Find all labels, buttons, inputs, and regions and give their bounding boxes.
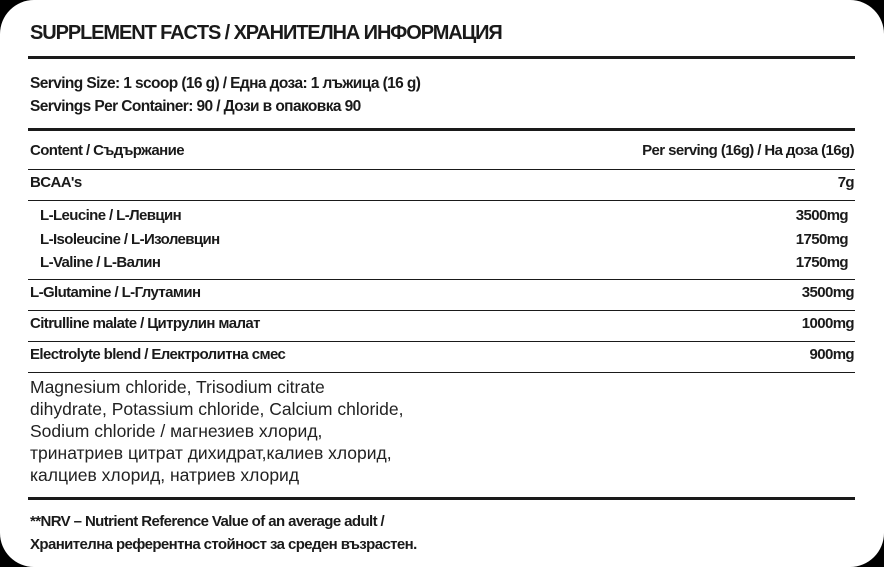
serving-info [30,72,420,118]
divider [28,497,855,500]
divider [28,169,855,170]
ingredient-name: Electrolyte blend / Електролитна смес [30,346,286,363]
ingredient-name: L-Valine / L-Валин [40,254,161,271]
content-header: Content / Съдържание [30,142,184,159]
description-line: калциев хлорид, натриев хлорид [30,465,300,485]
panel-title: SUPPLEMENT FACTS / ХРАНИТЕЛНА ИНФОРМАЦИЯ [30,22,502,44]
ingredient-amount: 1750mg [795,230,848,248]
table-row [40,228,848,252]
divider [28,341,855,342]
ingredient-amount: 1000mg [801,315,854,332]
table-row [40,251,848,275]
description-line: тринатриев цитрат дихидрат,калиев хлорид, [30,443,392,463]
table-row-bcaa [30,174,854,191]
ingredient-amount: 900mg [809,346,854,363]
divider [28,56,855,59]
ingredient-amount: 7g [837,174,854,191]
divider [28,310,855,311]
divider [28,279,855,280]
ingredient-name: L-Isoleucine / L-Изолевцин [40,230,220,248]
divider [28,128,855,131]
description-line: Magnesium chloride, Trisodium citrate [30,377,325,397]
ingredient-amount: 3500mg [801,284,854,301]
description-line: dihydrate, Potassium chloride, Calcium chloride, [30,399,404,419]
table-row-glutamine [30,284,854,301]
footnote-line: **NRV – Nutrient Reference Value of an average adult / [30,513,385,530]
ingredient-name: BCAA's [30,174,82,191]
electrolyte-description [30,376,490,486]
ingredient-name: L-Glutamine / L-Глутамин [30,284,201,301]
table-row-electrolyte [30,346,854,363]
ingredient-amount: 1750mg [795,254,848,271]
nrv-footnote [30,510,417,556]
bcaa-components [40,204,848,275]
serving-size: Serving Size: 1 scoop (16 g) / Една доза: 1 лъжица (16 g) [30,75,421,92]
divider [28,200,855,201]
table-header [30,142,854,159]
ingredient-amount: 3500mg [795,207,848,224]
ingredient-name: Citrulline malate / Цитрулин малат [30,315,260,332]
description-line: Sodium chloride / магнезиев хлорид, [30,421,323,441]
ingredient-name: L-Leucine / L-Левцин [40,207,182,224]
divider [28,372,855,373]
servings-per-container: Servings Per Container: 90 / Дози в опаковка 90 [30,98,361,115]
table-row [40,204,848,228]
per-serving-header: Per serving (16g) / На доза (16g) [642,142,854,159]
footnote-line: Хранителна референтна стойност за среден възрастен. [30,536,417,553]
table-row-citrulline [30,315,854,332]
